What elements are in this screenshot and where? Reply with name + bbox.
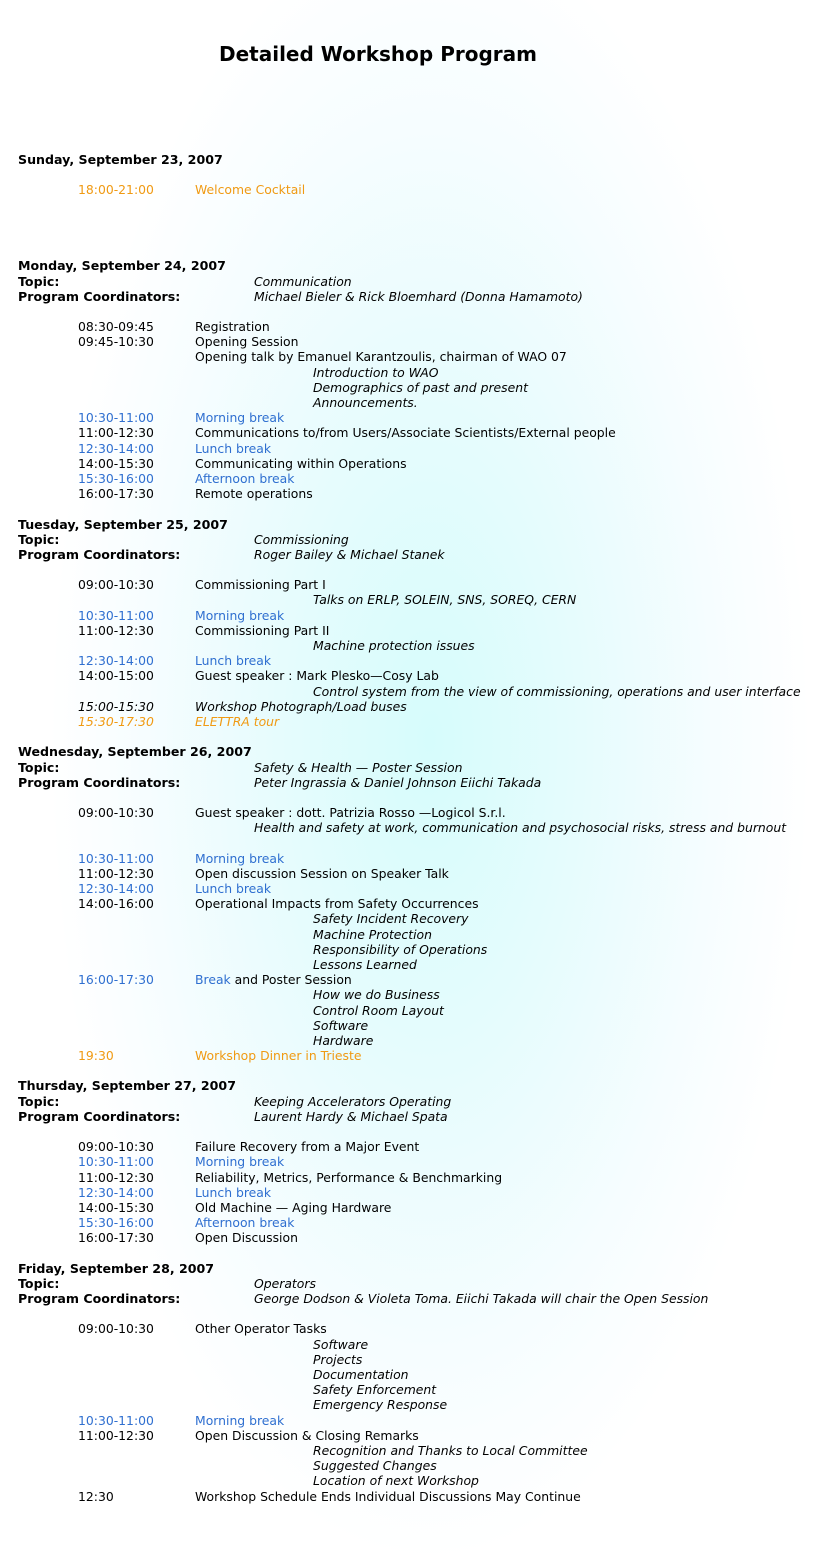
event-title: Open Discussion [195,1230,298,1246]
time-slot: 14:00-15:00 [78,668,154,684]
topic-label: Topic: [18,759,60,775]
sub-item [18,1458,827,1473]
topic-label: Topic: [18,273,60,289]
sub-topic: Control Room Layout [313,1002,444,1018]
coordinators-row [18,289,827,304]
time-slot: 10:30-11:00 [78,1412,154,1428]
schedule-item [18,471,827,486]
event-title: Opening Session [195,334,299,350]
day-date: Monday, September 24, 2007 [18,258,226,274]
event-title: Reliability, Metrics, Performance & Benchmarking [195,1169,503,1185]
schedule-item [18,851,827,866]
schedule-item [18,349,827,364]
sub-topic: Location of next Workshop [313,1473,479,1489]
time-slot: 16:00-17:30 [78,972,154,988]
time-slot: 10:30-11:00 [78,1154,154,1170]
topic-label: Topic: [18,531,60,547]
sub-item [18,1018,827,1033]
time-slot: 09:00-10:30 [78,577,154,593]
schedule-item [18,668,827,683]
sub-topic: Talks on ERLP, SOLEIN, SNS, SOREQ, CERN [313,592,577,608]
event-title: Lunch break [195,1184,272,1200]
sub-item [18,942,827,957]
coordinators-label: Program Coordinators: [18,288,181,304]
sub-item [18,911,827,926]
day-section [18,258,827,501]
time-slot: 15:00-15:30 [78,698,154,714]
coordinators-value: Roger Bailey & Michael Stanek [254,546,445,562]
day-section [18,1078,827,1245]
schedule-item [18,699,827,714]
sub-topic: Recognition and Thanks to Local Committee [313,1442,588,1458]
sub-topic: How we do Business [313,987,440,1003]
sub-item [18,684,827,699]
sub-item [18,987,827,1002]
event-title: Commissioning Part II [195,622,330,638]
spacer [18,562,827,577]
schedule-item [18,410,827,425]
day-header [18,1078,827,1093]
coordinators-value: Laurent Hardy & Michael Spata [254,1108,448,1124]
time-slot: 09:00-10:30 [78,1321,154,1337]
page-title: Detailed Workshop Program [219,42,537,66]
spacer [18,167,827,182]
sub-topic: Documentation [313,1367,409,1383]
spacer [18,1124,827,1139]
event-title: Old Machine — Aging Hardware [195,1199,392,1215]
event-title: Workshop Dinner in Trieste [195,1048,362,1064]
sub-topic: Software [313,1017,369,1033]
time-slot: 19:30 [78,1048,114,1064]
sub-topic: Emergency Response [313,1397,448,1413]
sub-item [18,1443,827,1458]
schedule-item [18,1048,827,1063]
sub-topic: Demographics of past and present [313,379,528,395]
sub-topic: Safety Enforcement [313,1382,437,1398]
time-slot: 09:00-10:30 [78,1139,154,1155]
schedule-item [18,1489,827,1504]
event-title: Morning break [195,1154,285,1170]
schedule-item [18,1170,827,1185]
day-date: Sunday, September 23, 2007 [18,152,223,167]
sub-topic: Safety Incident Recovery [313,911,469,927]
event-title: Open discussion Session on Speaker Talk [195,865,449,881]
sub-topic: Lessons Learned [313,956,417,972]
event-title: Lunch break [195,440,272,456]
event-title: Lunch break [195,881,272,897]
sub-item [18,592,827,607]
sub-item [18,1352,827,1367]
event-title: Commissioning Part I [195,577,326,593]
topic-value: Keeping Accelerators Operating [254,1093,452,1109]
schedule-item [18,1185,827,1200]
time-slot: 11:00-12:30 [78,1427,154,1443]
sub-item [18,1003,827,1018]
schedule-item [18,456,827,471]
event-title: Other Operator Tasks [195,1321,327,1337]
event-title: Guest speaker : Mark Plesko—Cosy Lab [195,668,439,684]
topic-value: Commissioning [254,531,349,547]
time-slot: 09:00-10:30 [78,805,154,821]
schedule-item [18,972,827,987]
time-slot: 12:30-14:00 [78,653,154,669]
schedule-item [18,896,827,911]
schedule-item [18,1139,827,1154]
coordinators-label: Program Coordinators: [18,1291,181,1307]
event-title [195,972,352,987]
event-title: Morning break [195,410,285,426]
sub-topic: Responsibility of Operations [313,941,488,957]
event-title: Lunch break [195,653,272,669]
spacer [18,1306,827,1321]
day-date: Friday, September 28, 2007 [18,1260,215,1276]
sub-item [18,365,827,380]
time-slot: 09:45-10:30 [78,334,154,350]
schedule-item [18,1230,827,1245]
event-title: Communications to/from Users/Associate Scientists/External people [195,425,616,441]
sub-topic: Control system from the view of commissioning, operations and user interface [313,683,801,699]
schedule-item [18,1321,827,1336]
time-slot: 15:30-16:00 [78,1215,154,1231]
event-title: Guest speaker : dott. Patrizia Rosso —Logicol S.r.l. [195,805,506,821]
schedule-item [18,1215,827,1230]
schedule-item [18,714,827,729]
event-title: Morning break [195,1412,285,1428]
coordinators-row [18,1109,827,1124]
coordinators-row [18,775,827,790]
day-section [18,1261,827,1504]
schedule-item [18,1200,827,1215]
topic-row [18,532,827,547]
event-title: Failure Recovery from a Major Event [195,1139,420,1155]
sub-topic: Announcements. [313,395,418,411]
topic-value: Operators [254,1275,316,1291]
topic-row [18,760,827,775]
coordinators-row [18,547,827,562]
sub-item [18,638,827,653]
time-slot: 16:00-17:30 [78,486,154,502]
schedule-item [18,182,827,197]
event-title: Opening talk by Emanuel Karantzoulis, chairman of WAO 07 [195,349,567,365]
time-slot: 18:00-21:00 [78,182,154,198]
day-date: Thursday, September 27, 2007 [18,1078,236,1094]
sub-item [18,1367,827,1382]
topic-row [18,1094,827,1109]
event-title: Operational Impacts from Safety Occurrences [195,896,479,912]
event-title: Afternoon break [195,470,295,486]
schedule-item [18,653,827,668]
coordinators-value: Peter Ingrassia & Daniel Johnson Eiichi Takada [254,774,542,790]
time-slot: 12:30-14:00 [78,881,154,897]
schedule-item [18,334,827,349]
time-slot: 11:00-12:30 [78,1169,154,1185]
time-slot: 11:00-12:30 [78,425,154,441]
time-slot: 14:00-15:30 [78,455,154,471]
day-section [18,744,827,1063]
spacer [18,198,827,244]
sub-topic: Projects [313,1351,363,1367]
topic-value: Safety & Health — Poster Session [254,759,463,775]
sub-item [18,395,827,410]
coordinators-value: George Dodson & Violeta Toma. Eiichi Takada will chair the Open Session [254,1291,709,1307]
day-section [18,517,827,730]
schedule-item [18,866,827,881]
sub-topic: Introduction to WAO [313,364,439,380]
event-title: Morning break [195,850,285,866]
day-header [18,1261,827,1276]
day-section [18,152,827,243]
time-slot: 12:30-14:00 [78,1184,154,1200]
schedule-item [18,1428,827,1443]
sub-item [18,1382,827,1397]
event-title: Welcome Cocktail [195,182,306,198]
sub-topic: Software [313,1336,369,1352]
time-slot: 15:30-17:30 [78,713,154,729]
schedule-item [18,835,827,850]
schedule-item [18,623,827,638]
time-slot: 12:30-14:00 [78,440,154,456]
event-title: Remote operations [195,486,313,502]
sub-topic: Suggested Changes [313,1458,437,1474]
day-header [18,744,827,759]
program-content [18,152,827,1519]
sub-item [18,1337,827,1352]
day-date: Tuesday, September 25, 2007 [18,516,228,532]
day-date: Wednesday, September 26, 2007 [18,744,252,760]
sub-item [18,927,827,942]
spacer [18,790,827,805]
schedule-item [18,441,827,456]
sub-topic: Hardware [313,1032,374,1048]
schedule-item [18,1413,827,1428]
event-title: Communicating within Operations [195,455,407,471]
topic-label: Topic: [18,1093,60,1109]
time-slot: 10:30-11:00 [78,850,154,866]
sub-item [18,1397,827,1412]
schedule-item [18,881,827,896]
topic-value: Communication [254,273,352,289]
time-slot: 11:00-12:30 [78,622,154,638]
talk-description: Health and safety at work, communication and psychosocial risks, stress and burnout [254,820,787,836]
sub-topic: Machine protection issues [313,638,475,654]
coordinators-row [18,1291,827,1306]
time-slot: 16:00-17:30 [78,1230,154,1246]
spacer [18,304,827,319]
topic-label: Topic: [18,1275,60,1291]
time-slot: 10:30-11:00 [78,410,154,426]
schedule-item [18,805,827,820]
schedule-item [18,319,827,334]
day-header [18,258,827,273]
event-title: Workshop Photograph/Load buses [195,698,407,714]
day-header [18,152,827,167]
time-slot: 14:00-15:30 [78,1199,154,1215]
sub-topic: Machine Protection [313,926,432,942]
schedule-item [18,608,827,623]
event-title: Workshop Schedule Ends Individual Discussions May Continue [195,1488,581,1504]
schedule-item [18,820,827,835]
schedule-item [18,425,827,440]
event-suffix: and Poster Session [230,972,352,988]
topic-row [18,1276,827,1291]
break-label: Break [195,972,231,988]
time-slot: 12:30 [78,1488,114,1504]
event-title: ELETTRA tour [195,713,280,729]
sub-item [18,957,827,972]
schedule-item [18,1154,827,1169]
schedule-item [18,577,827,592]
event-title: Registration [195,319,270,335]
time-slot: 08:30-09:45 [78,319,154,335]
time-slot: 15:30-16:00 [78,470,154,486]
event-title: Morning break [195,607,285,623]
time-slot: 10:30-11:00 [78,607,154,623]
sub-item [18,1033,827,1048]
coordinators-value: Michael Bieler & Rick Bloemhard (Donna Hamamoto) [254,288,583,304]
sub-item [18,1473,827,1488]
time-slot: 11:00-12:30 [78,865,154,881]
coordinators-label: Program Coordinators: [18,1108,181,1124]
coordinators-label: Program Coordinators: [18,774,181,790]
topic-row [18,274,827,289]
coordinators-label: Program Coordinators: [18,546,181,562]
schedule-item [18,486,827,501]
time-slot: 14:00-16:00 [78,896,154,912]
event-title: Afternoon break [195,1215,295,1231]
sub-item [18,380,827,395]
event-title: Open Discussion & Closing Remarks [195,1427,419,1443]
day-header [18,517,827,532]
